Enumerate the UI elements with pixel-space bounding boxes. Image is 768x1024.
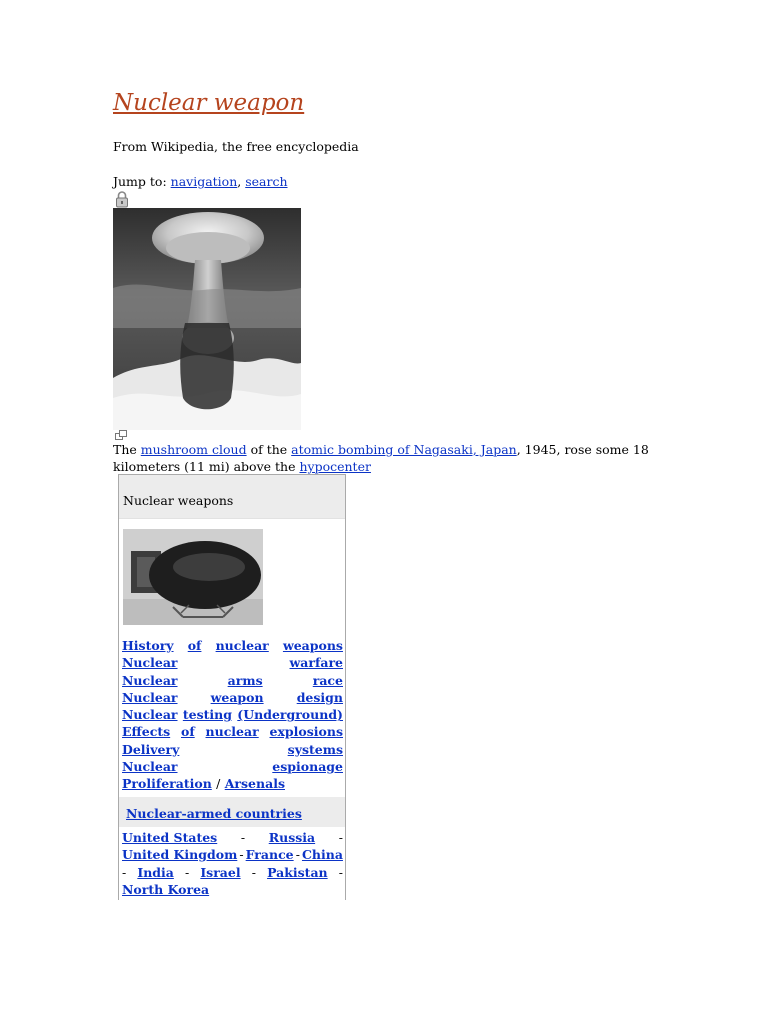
search-link[interactable]: search	[245, 174, 288, 189]
nuclear-armed-countries-link[interactable]: Nuclear-armed countries	[126, 806, 302, 821]
country-link-north-korea[interactable]: North Korea	[122, 881, 210, 897]
list-item	[122, 758, 343, 775]
list-item	[122, 741, 343, 758]
country-link-russia[interactable]: Russia	[268, 830, 316, 845]
infobox-body	[119, 519, 345, 797]
country-link-uk[interactable]: United Kingdom	[122, 847, 238, 863]
arsenals-link[interactable]: Arsenals	[224, 776, 285, 792]
arms-race-link[interactable]: arms	[227, 672, 263, 688]
delivery-systems-link[interactable]: Delivery	[122, 741, 180, 757]
weapon-design-link[interactable]: weapon	[210, 689, 264, 705]
mushroom-cloud-image	[113, 208, 301, 430]
list-item	[122, 881, 343, 898]
arms-race-link[interactable]: Nuclear	[122, 672, 178, 688]
nuclear-warfare-link[interactable]: warfare	[289, 655, 343, 671]
proliferation-link[interactable]: Proliferation	[122, 776, 212, 792]
infobox-topic-links	[122, 637, 343, 793]
effects-link[interactable]: of	[180, 724, 195, 740]
list-item	[122, 654, 343, 671]
nuclear-testing-link[interactable]: Nuclear	[122, 707, 178, 723]
page-title[interactable]: Nuclear weapon	[113, 90, 305, 116]
arms-race-link[interactable]: race	[312, 672, 343, 688]
weapon-design-link[interactable]: Nuclear	[122, 689, 178, 705]
country-link-us[interactable]: United States	[122, 830, 218, 845]
mushroom-cloud-photo[interactable]	[113, 208, 301, 430]
nuclear-testing-link[interactable]: testing	[182, 707, 232, 723]
nagasaki-bombing-link[interactable]: atomic bombing of Nagasaki, Japan	[291, 442, 517, 457]
list-item: United Kingdom - France - China	[122, 847, 343, 863]
list-item: Proliferation / Arsenals	[122, 776, 285, 792]
nuclear-warfare-link[interactable]: Nuclear	[122, 655, 178, 671]
mushroom-cloud-link[interactable]: mushroom cloud	[140, 442, 247, 457]
countries-heading	[119, 797, 345, 827]
effects-link[interactable]: explosions	[269, 724, 343, 740]
country-link-china[interactable]: China	[301, 847, 343, 863]
list-item: - India - Israel - Pakistan -	[122, 864, 343, 880]
effects-link[interactable]: Effects	[122, 724, 171, 740]
list-item: United States - Russia -	[122, 830, 343, 845]
history-link[interactable]: of	[187, 638, 202, 653]
country-link-france[interactable]: France	[245, 847, 294, 863]
enlarge-icon[interactable]	[115, 430, 127, 440]
list-item	[122, 637, 343, 654]
image-caption: The mushroom cloud of the atomic bombing of Nagasaki, Japan, 1945, rose some 18 kilometers (11 mi) above the hypocenter	[113, 442, 649, 474]
history-link[interactable]: History	[122, 638, 174, 653]
effects-link[interactable]: nuclear	[205, 724, 259, 740]
fat-man-bomb-photo[interactable]	[123, 529, 263, 625]
jump-to: Jump to: navigation, search	[113, 174, 288, 189]
lock-icon	[115, 190, 129, 208]
weapon-design-link[interactable]: design	[296, 689, 343, 705]
list-item	[122, 723, 343, 740]
infobox-title: Nuclear weapons	[119, 475, 345, 519]
jump-label: Jump to:	[113, 174, 167, 189]
espionage-link[interactable]: Nuclear	[122, 759, 178, 775]
list-item	[122, 706, 343, 723]
underground-testing-link[interactable]: (Underground)	[237, 707, 343, 723]
country-link-pakistan[interactable]: Pakistan	[267, 864, 328, 880]
navigation-link[interactable]: navigation	[170, 174, 238, 189]
list-item	[122, 672, 343, 689]
country-link-israel[interactable]: Israel	[200, 864, 241, 880]
delivery-systems-link[interactable]: systems	[287, 741, 343, 757]
bomb-image	[123, 529, 263, 625]
country-link-india[interactable]: India	[137, 864, 174, 880]
countries-list	[119, 827, 345, 900]
hypocenter-link[interactable]: hypocenter	[299, 459, 371, 474]
list-item	[122, 689, 343, 706]
history-link[interactable]: weapons	[282, 638, 343, 653]
history-link[interactable]: nuclear	[215, 638, 269, 653]
infobox-nuclear-weapons	[118, 474, 346, 900]
espionage-link[interactable]: espionage	[272, 759, 343, 775]
site-subtitle: From Wikipedia, the free encyclopedia	[113, 139, 359, 154]
